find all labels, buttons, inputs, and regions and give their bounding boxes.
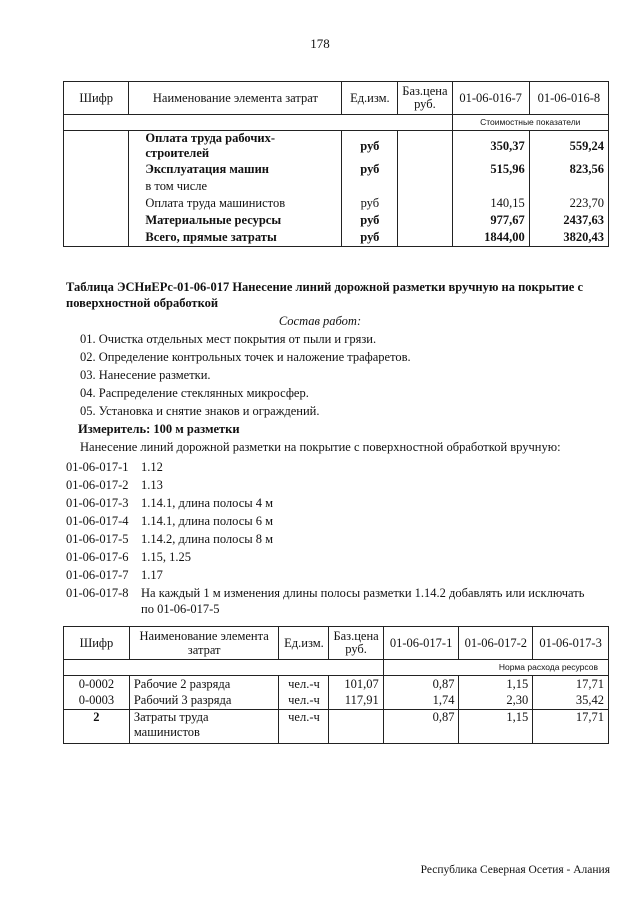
- cell-value-2: 3820,43: [529, 229, 608, 246]
- cell-value-1: 515,96: [452, 161, 529, 178]
- cell-name: Эксплуатация машин: [129, 161, 342, 178]
- code-desc: 1.15, 1.25: [141, 550, 191, 564]
- table-row: [64, 676, 609, 693]
- table-row: [64, 693, 609, 710]
- cell-price: [398, 131, 452, 162]
- table-row: [64, 131, 609, 162]
- cell-name: Всего, прямые затраты: [129, 229, 342, 246]
- table-row: [64, 195, 609, 212]
- code-id: 01-06-017-8: [66, 586, 129, 600]
- table-row: [64, 178, 609, 195]
- subheader-label: Норма расхода ресурсов: [383, 660, 608, 676]
- cell-price: [398, 229, 452, 246]
- cell-unit: чел.-ч: [279, 693, 329, 710]
- table-title-cont: поверхностной обработкой: [66, 296, 219, 310]
- code-id: 01-06-017-5: [66, 532, 129, 546]
- cell-value-1: 0,87: [383, 676, 459, 693]
- table-row: [64, 161, 609, 178]
- intro-text: Нанесение линий дорожной разметки на покрытие с поверхностной обработкой вручную:: [80, 440, 561, 454]
- cell-unit: [342, 178, 398, 195]
- code-desc: 1.14.2, длина полосы 8 м: [141, 532, 274, 546]
- header-code: Шифр: [64, 82, 129, 115]
- header-unit: Ед.изм.: [342, 82, 398, 115]
- cell-value-1: 0,87: [383, 710, 459, 744]
- cell-unit: руб: [342, 212, 398, 229]
- work-item: 02. Определение контрольных точек и наложение трафаретов.: [80, 350, 411, 364]
- work-item: 03. Нанесение разметки.: [80, 368, 211, 382]
- cell-code: [64, 212, 129, 229]
- cell-code: [64, 131, 129, 162]
- cell-value-2: 2437,63: [529, 212, 608, 229]
- cost-indicators-table: [63, 81, 609, 247]
- cell-name: Затраты труда машинистов: [129, 710, 279, 744]
- cell-value-1: 140,15: [452, 195, 529, 212]
- subheader-label: Стоимостные показатели: [452, 115, 608, 131]
- header-col2: 01-06-016-8: [529, 82, 608, 115]
- works-heading: Состав работ:: [278, 314, 362, 328]
- subheader-row: [64, 660, 609, 676]
- header-unit: Ед.изм.: [279, 627, 329, 660]
- table-header-row: [64, 82, 609, 115]
- cell-value-1: 1844,00: [452, 229, 529, 246]
- cell-value-2: 223,70: [529, 195, 608, 212]
- cell-value-3: 35,42: [533, 693, 609, 710]
- header-name: Наименование элемента затрат: [129, 627, 279, 660]
- code-desc: 1.17: [141, 568, 163, 582]
- code-id: 01-06-017-3: [66, 496, 129, 510]
- header-col1: 01-06-016-7: [452, 82, 529, 115]
- work-item: 01. Очистка отдельных мест покрытия от пыли и грязи.: [80, 332, 377, 346]
- cell-price: [398, 178, 452, 195]
- cell-value-2: 1,15: [459, 710, 533, 744]
- header-code: Шифр: [64, 627, 130, 660]
- header-price: Баз.цена руб.: [329, 627, 383, 660]
- subheader-row: [64, 115, 609, 131]
- cell-value-1: 1,74: [383, 693, 459, 710]
- cell-value-2: [529, 178, 608, 195]
- cell-unit: руб: [342, 195, 398, 212]
- cell-price: [398, 195, 452, 212]
- header-name: Наименование элемента затрат: [129, 82, 342, 115]
- page-number: 178: [310, 36, 330, 51]
- cell-price: [398, 212, 452, 229]
- cell-unit: чел.-ч: [279, 710, 329, 744]
- code-desc: На каждый 1 м изменения длины полосы разметки 1.14.2 добавлять или исключать: [141, 586, 585, 600]
- code-id: 01-06-017-1: [66, 460, 129, 474]
- code-id: 01-06-017-6: [66, 550, 129, 564]
- table-title: Таблица ЭСНиЕРс-01-06-017 Нанесение линий дорожной разметки вручную на покрытие с: [66, 280, 584, 294]
- header-price: Баз.цена руб.: [398, 82, 452, 115]
- table-row: [64, 212, 609, 229]
- header-col1: 01-06-017-1: [383, 627, 459, 660]
- cell-price: 101,07: [329, 676, 383, 693]
- header-col3: 01-06-017-3: [533, 627, 609, 660]
- cell-name: в том числе: [129, 178, 342, 195]
- cell-code: 0-0003: [64, 693, 130, 710]
- cell-code: 2: [64, 710, 130, 744]
- code-desc: 1.13: [141, 478, 163, 492]
- table-header-row: [64, 627, 609, 660]
- cell-value-2: 823,56: [529, 161, 608, 178]
- code-desc: 1.14.1, длина полосы 6 м: [141, 514, 274, 528]
- cell-value-1: [452, 178, 529, 195]
- cell-value-2: 1,15: [459, 676, 533, 693]
- cell-value-3: 17,71: [533, 710, 609, 744]
- works-list: [80, 331, 411, 421]
- cell-price: [329, 710, 383, 744]
- meter: Измеритель: 100 м разметки: [78, 422, 240, 436]
- cell-name: Оплата труда рабочих-строителей: [129, 131, 342, 162]
- code-id: 01-06-017-2: [66, 478, 129, 492]
- code-desc: 1.12: [141, 460, 163, 474]
- cell-name: Оплата труда машинистов: [129, 195, 342, 212]
- code-id: 01-06-017-7: [66, 568, 129, 582]
- header-col2: 01-06-017-2: [459, 627, 533, 660]
- work-item: 04. Распределение стеклянных микросфер.: [80, 386, 309, 400]
- cell-unit: руб: [342, 229, 398, 246]
- work-item: 05. Установка и снятие знаков и ограждений.: [80, 404, 320, 418]
- cell-code: 0-0002: [64, 676, 130, 693]
- footer-region: Республика Северная Осетия - Алания: [420, 864, 610, 876]
- table-row: [64, 710, 609, 744]
- code-desc-continued: по 01-06-017-5: [141, 602, 220, 616]
- table-row: [64, 229, 609, 246]
- cell-code: [64, 195, 129, 212]
- cell-name: Материальные ресурсы: [129, 212, 342, 229]
- resource-norms-table: [63, 626, 609, 744]
- cell-code: [64, 161, 129, 178]
- cell-value-2: 2,30: [459, 693, 533, 710]
- cell-code: [64, 229, 129, 246]
- cell-name: Рабочие 2 разряда: [129, 676, 279, 693]
- cell-unit: руб: [342, 161, 398, 178]
- code-id: 01-06-017-4: [66, 514, 129, 528]
- cell-value-3: 17,71: [533, 676, 609, 693]
- code-desc: 1.14.1, длина полосы 4 м: [141, 496, 274, 510]
- cell-value-2: 559,24: [529, 131, 608, 162]
- cell-unit: руб: [342, 131, 398, 162]
- cell-code: [64, 178, 129, 195]
- cell-value-1: 977,67: [452, 212, 529, 229]
- cell-name: Рабочий 3 разряда: [129, 693, 279, 710]
- cell-price: 117,91: [329, 693, 383, 710]
- cell-value-1: 350,37: [452, 131, 529, 162]
- cell-price: [398, 161, 452, 178]
- cell-unit: чел.-ч: [279, 676, 329, 693]
